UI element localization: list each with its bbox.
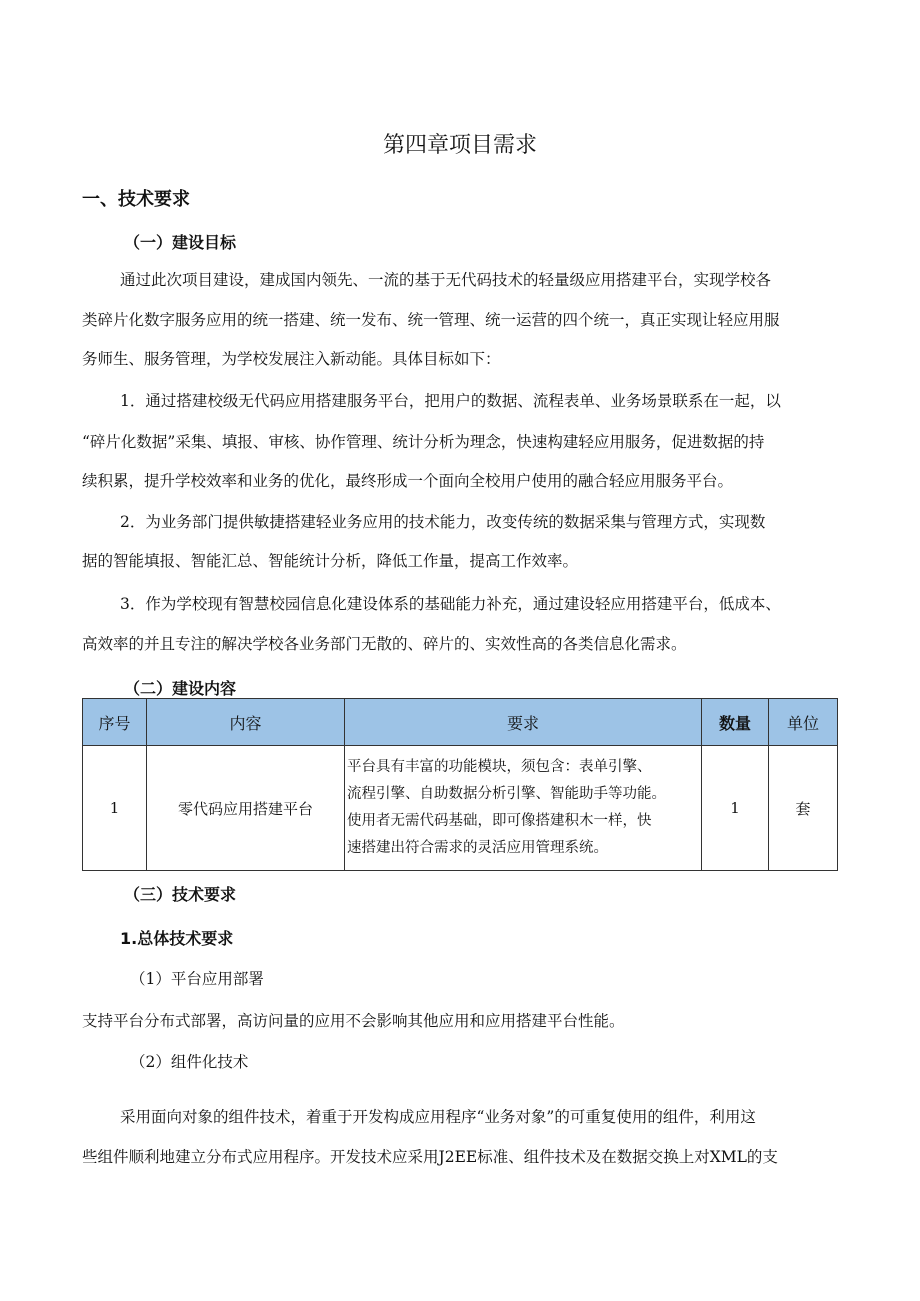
table-header-row: [83, 699, 838, 746]
requirement-line-4: 速搭建出符合需求的灵活应用管理系统。: [347, 840, 608, 856]
cell-content: 零代码应用搭建平台: [147, 746, 345, 871]
goal-item-2-line-1: 2．为业务部门提供敏捷搭建轻业务应用的技术能力，改变传统的数据采集与管理方式，实现数: [120, 513, 766, 531]
header-no: 序号: [83, 699, 147, 746]
deployment-heading: （1）平台应用部署: [130, 970, 264, 988]
requirement-line-2: 流程引擎、自助数据分析引擎、智能助手等功能。: [347, 786, 666, 802]
component-line-2: 些组件顺利地建立分布式应用程序。开发技术应采用J2EE标准、组件技术及在数据交换上对XML的支: [82, 1148, 778, 1166]
cell-unit: 套: [769, 746, 838, 871]
subsection-heading-content: （二）建设内容: [124, 679, 237, 698]
goal-item-2-line-2: 据的智能填报、智能汇总、智能统计分析，降低工作量，提高工作效率。: [82, 552, 579, 570]
subsection-heading-goals: （一）建设目标: [124, 233, 237, 252]
cell-requirement: [345, 746, 702, 871]
overall-tech-heading: 1.总体技术要求: [120, 929, 234, 948]
intro-line-3: 务师生、服务管理，为学校发展注入新动能。具体目标如下：: [82, 350, 501, 368]
subsection-heading-tech: [124, 882, 236, 905]
goal-item-3-line-2: 高效率的并且专注的解决学校各业务部门无散的、碎片的、实效性高的各类信息化需求。: [82, 635, 687, 653]
header-qty: 数量: [702, 699, 769, 746]
subsection-heading-tech-text: （三）技术要求: [124, 885, 237, 904]
intro-line-2: 类碎片化数字服务应用的统一搭建、统一发布、统一管理、统一运营的四个统一，真正实现让轻应用服: [82, 311, 780, 329]
requirement-line-3: 使用者无需代码基础，即可像搭建积木一样，快: [347, 813, 652, 829]
cell-no: 1: [83, 746, 147, 871]
goal-item-3-line-1: 3．作为学校现有智慧校园信息化建设体系的基础能力补充，通过建设轻应用搭建平台，低成本、: [120, 595, 781, 613]
cell-qty: 1: [702, 746, 769, 871]
header-unit: 单位: [769, 699, 838, 746]
table-row: [83, 746, 838, 871]
requirement-line-1: 平台具有丰富的功能模块，须包含：表单引擎、: [347, 759, 652, 775]
component-heading: （2）组件化技术: [130, 1053, 249, 1071]
section-heading-tech-requirements: 一、技术要求: [82, 189, 190, 210]
header-requirement: 要求: [345, 699, 702, 746]
construction-content-table: [82, 698, 838, 871]
goal-item-1-line-2: “碎片化数据”采集、填报、审核、协作管理、统计分析为理念，快速构建轻应用服务，促进数据的持: [82, 433, 765, 451]
component-line-1: 采用面向对象的组件技术，着重于开发构成应用程序“业务对象”的可重复使用的组件，利用这: [120, 1108, 756, 1126]
header-content: 内容: [147, 699, 345, 746]
chapter-title: 第四章项目需求: [382, 133, 537, 158]
goal-item-1-line-3: 续积累，提升学校效率和业务的优化，最终形成一个面向全校用户使用的融合轻应用服务平台。: [82, 472, 734, 490]
goal-item-1-line-1: 1．通过搭建校级无代码应用搭建服务平台，把用户的数据、流程表单、业务场景联系在一起，以: [120, 392, 781, 410]
deployment-text: 支持平台分布式部署，高访问量的应用不会影响其他应用和应用搭建平台性能。: [82, 1012, 625, 1030]
intro-line-1: 通过此次项目建设，建成国内领先、一流的基于无代码技术的轻量级应用搭建平台，实现学校各: [120, 271, 772, 289]
